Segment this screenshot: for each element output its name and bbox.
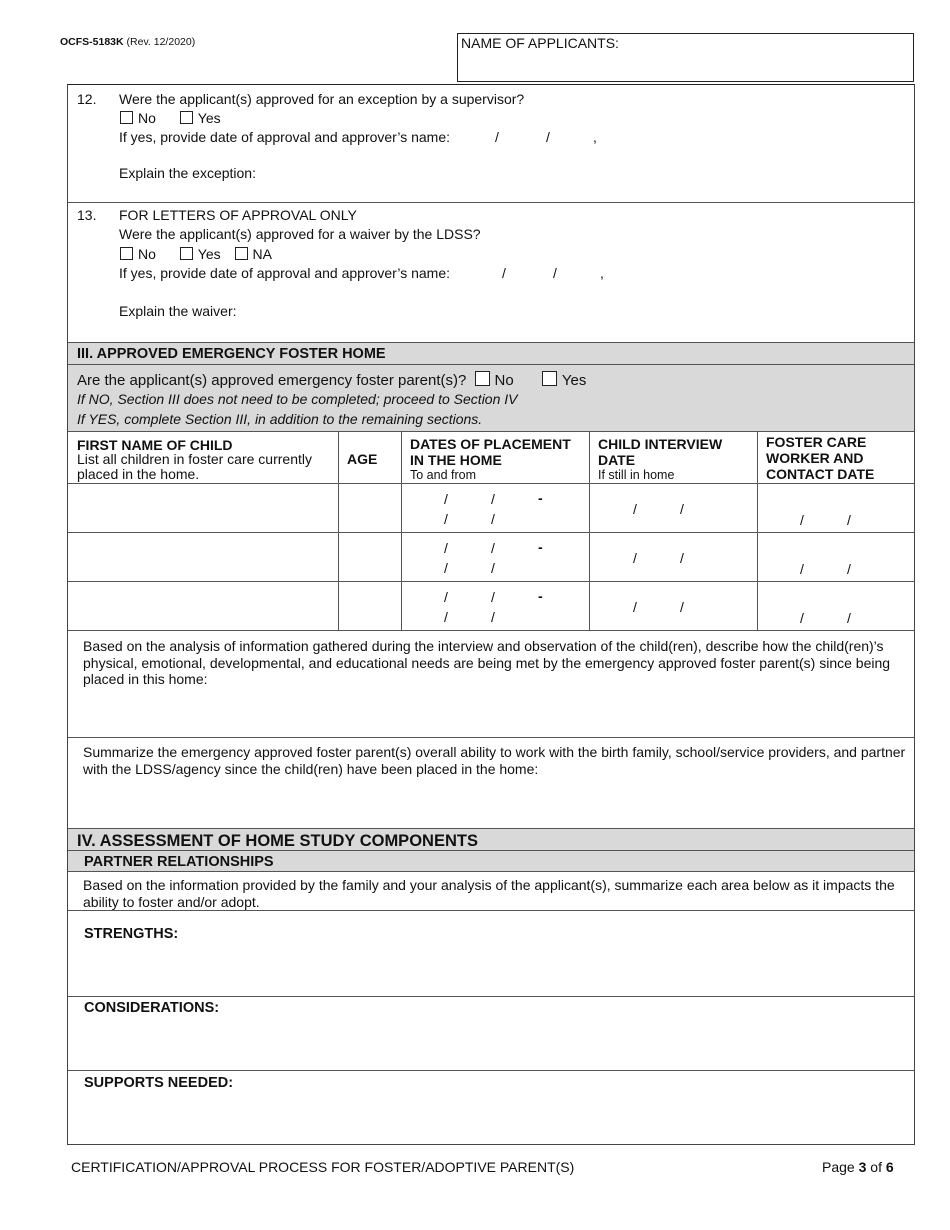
interview-date-slash: / — [680, 501, 684, 517]
q13-explain-label: Explain the waiver: — [119, 303, 237, 319]
placement-date-slash: / — [444, 560, 448, 576]
contact-date-slash: / — [800, 561, 804, 577]
section3-question: Are the applicant(s) approved emergency foster parent(s)? — [77, 372, 467, 389]
col-interview-header: CHILD INTERVIEW — [598, 436, 723, 452]
contact-date-slash: / — [847, 512, 851, 528]
q13-name-comma: , — [600, 265, 604, 281]
placement-date-slash: / — [491, 609, 495, 625]
summary-prompt: Summarize the emergency approved foster parent(s) overall ability to work with the birth family, school/service providers, and partner with the LDSS/agency since the child(ren) have been placed in the home: — [83, 744, 906, 777]
interview-date-slash: / — [633, 550, 637, 566]
col-dates-header: IN THE HOME — [410, 452, 502, 468]
divider — [68, 364, 914, 365]
placement-date-slash: / — [491, 491, 495, 507]
q12-no-checkbox[interactable] — [120, 111, 133, 124]
table-row-border — [68, 483, 914, 484]
supports-needed-label: SUPPORTS NEEDED: — [84, 1075, 234, 1091]
col-worker-header: FOSTER CARE — [766, 434, 867, 450]
table-top-border — [68, 431, 914, 432]
col-worker-header: CONTACT DATE — [766, 466, 875, 482]
q13-no-checkbox[interactable] — [120, 247, 133, 260]
section3-title: III. APPROVED EMERGENCY FOSTER HOME — [77, 346, 386, 362]
q13-date-prompt: If yes, provide date of approval and approver’s name: — [119, 265, 451, 281]
form-revision: (Rev. 12/2020) — [126, 36, 196, 48]
column-divider — [338, 431, 339, 630]
q12-date-slash: / — [546, 129, 550, 145]
q13-na-label: NA — [252, 246, 272, 262]
placement-date-dash: - — [538, 490, 543, 506]
q13-date-slash: / — [502, 265, 506, 281]
col-age-header: AGE — [347, 451, 378, 467]
applicants-label: NAME OF APPLICANTS: — [461, 35, 619, 51]
footer-title: CERTIFICATION/APPROVAL PROCESS FOR FOSTER/ADOPTIVE PARENT(S) — [71, 1159, 575, 1175]
section3-question-row — [77, 371, 586, 389]
divider — [68, 202, 914, 203]
form-identifier — [60, 36, 195, 48]
divider — [68, 737, 914, 738]
col-child-name-header: FIRST NAME OF CHILD — [77, 437, 233, 453]
section3-yes-checkbox[interactable] — [542, 371, 557, 386]
q12-number: 12. — [77, 91, 97, 107]
section3-no-checkbox[interactable] — [475, 371, 490, 386]
column-divider — [589, 431, 590, 630]
q12-date-slash: / — [495, 129, 499, 145]
q12-name-comma: , — [593, 129, 597, 145]
strengths-label: STRENGTHS: — [84, 926, 179, 942]
interview-date-slash: / — [680, 550, 684, 566]
q13-question: Were the applicant(s) approved for a waiver by the LDSS? — [119, 226, 481, 242]
q12-yes-checkbox[interactable] — [180, 111, 193, 124]
q13-na-checkbox[interactable] — [235, 247, 248, 260]
page-total: 6 — [885, 1159, 894, 1175]
contact-date-slash: / — [800, 610, 804, 626]
placement-date-slash: / — [444, 491, 448, 507]
placement-date-slash: / — [491, 560, 495, 576]
contact-date-slash: / — [847, 561, 851, 577]
section3-note-no: If NO, Section III does not need to be completed; proceed to Section IV — [77, 391, 518, 407]
interview-date-slash: / — [633, 501, 637, 517]
table-bottom-border — [68, 630, 914, 631]
q13-date-slash: / — [553, 265, 557, 281]
placement-date-dash: - — [538, 588, 543, 604]
section4-subtitle: PARTNER RELATIONSHIPS — [84, 854, 274, 870]
interview-date-slash: / — [633, 599, 637, 615]
page-of: of — [870, 1159, 882, 1175]
divider — [68, 996, 914, 997]
col-dates-header: DATES OF PLACEMENT — [410, 436, 571, 452]
column-divider — [401, 431, 402, 630]
table-row-border — [68, 581, 914, 582]
placement-date-slash: / — [444, 589, 448, 605]
q13-options — [120, 246, 292, 262]
divider — [68, 910, 914, 911]
section3-yes-label: Yes — [561, 372, 587, 389]
page-number — [822, 1159, 894, 1175]
section4-title: IV. ASSESSMENT OF HOME STUDY COMPONENTS — [77, 832, 478, 850]
divider — [68, 871, 914, 872]
q12-options — [120, 110, 241, 126]
q12-date-prompt: If yes, provide date of approval and approver’s name: — [119, 129, 451, 145]
placement-date-slash: / — [444, 540, 448, 556]
q13-yes-checkbox[interactable] — [180, 247, 193, 260]
divider — [68, 850, 914, 851]
q13-no-label: No — [138, 246, 156, 262]
section3-no-label: No — [494, 372, 514, 389]
placement-date-slash: / — [491, 589, 495, 605]
column-divider — [757, 431, 758, 630]
divider — [68, 342, 914, 343]
interview-date-slash: / — [680, 599, 684, 615]
q12-no-label: No — [138, 110, 156, 126]
page-current: 3 — [858, 1159, 867, 1175]
contact-date-slash: / — [800, 512, 804, 528]
page-label: Page — [822, 1159, 855, 1175]
divider — [68, 828, 914, 829]
needs-prompt: Based on the analysis of information gathered during the interview and observation of the child(ren), describe how the child(ren)’s physical, emotional, developmental, and educational needs are being met by the emergency approved foster parent(s) since being placed in this home: — [83, 638, 891, 687]
contact-date-slash: / — [847, 610, 851, 626]
col-worker-header: WORKER AND — [766, 450, 864, 466]
q13-number: 13. — [77, 207, 97, 223]
considerations-label: CONSIDERATIONS: — [84, 1000, 220, 1016]
q12-yes-label: Yes — [197, 110, 221, 126]
section4-intro: Based on the information provided by the family and your analysis of the applicant(s), summarize each area below as it impacts the ability to foster and/or adopt. — [83, 877, 895, 910]
col-child-name-subheader: List all children in foster care currently placed in the home. — [77, 451, 312, 482]
applicants-name-field[interactable] — [457, 33, 914, 82]
placement-date-dash: - — [538, 539, 543, 555]
divider — [68, 1070, 914, 1071]
form-number: OCFS-5183K — [60, 36, 124, 48]
col-interview-header: DATE — [598, 452, 636, 468]
placement-date-slash: / — [491, 540, 495, 556]
placement-date-slash: / — [491, 511, 495, 527]
q12-question: Were the applicant(s) approved for an exception by a supervisor? — [119, 91, 525, 107]
col-dates-subheader: To and from — [410, 468, 477, 482]
placement-date-slash: / — [444, 609, 448, 625]
table-row-border — [68, 532, 914, 533]
section3-note-yes: If YES, complete Section III, in addition to the remaining sections. — [77, 411, 483, 427]
q13-heading: FOR LETTERS OF APPROVAL ONLY — [119, 207, 357, 223]
q13-yes-label: Yes — [197, 246, 221, 262]
placement-date-slash: / — [444, 511, 448, 527]
q12-explain-label: Explain the exception: — [119, 165, 256, 181]
form-body — [67, 84, 915, 1145]
col-interview-subheader: If still in home — [598, 468, 675, 482]
